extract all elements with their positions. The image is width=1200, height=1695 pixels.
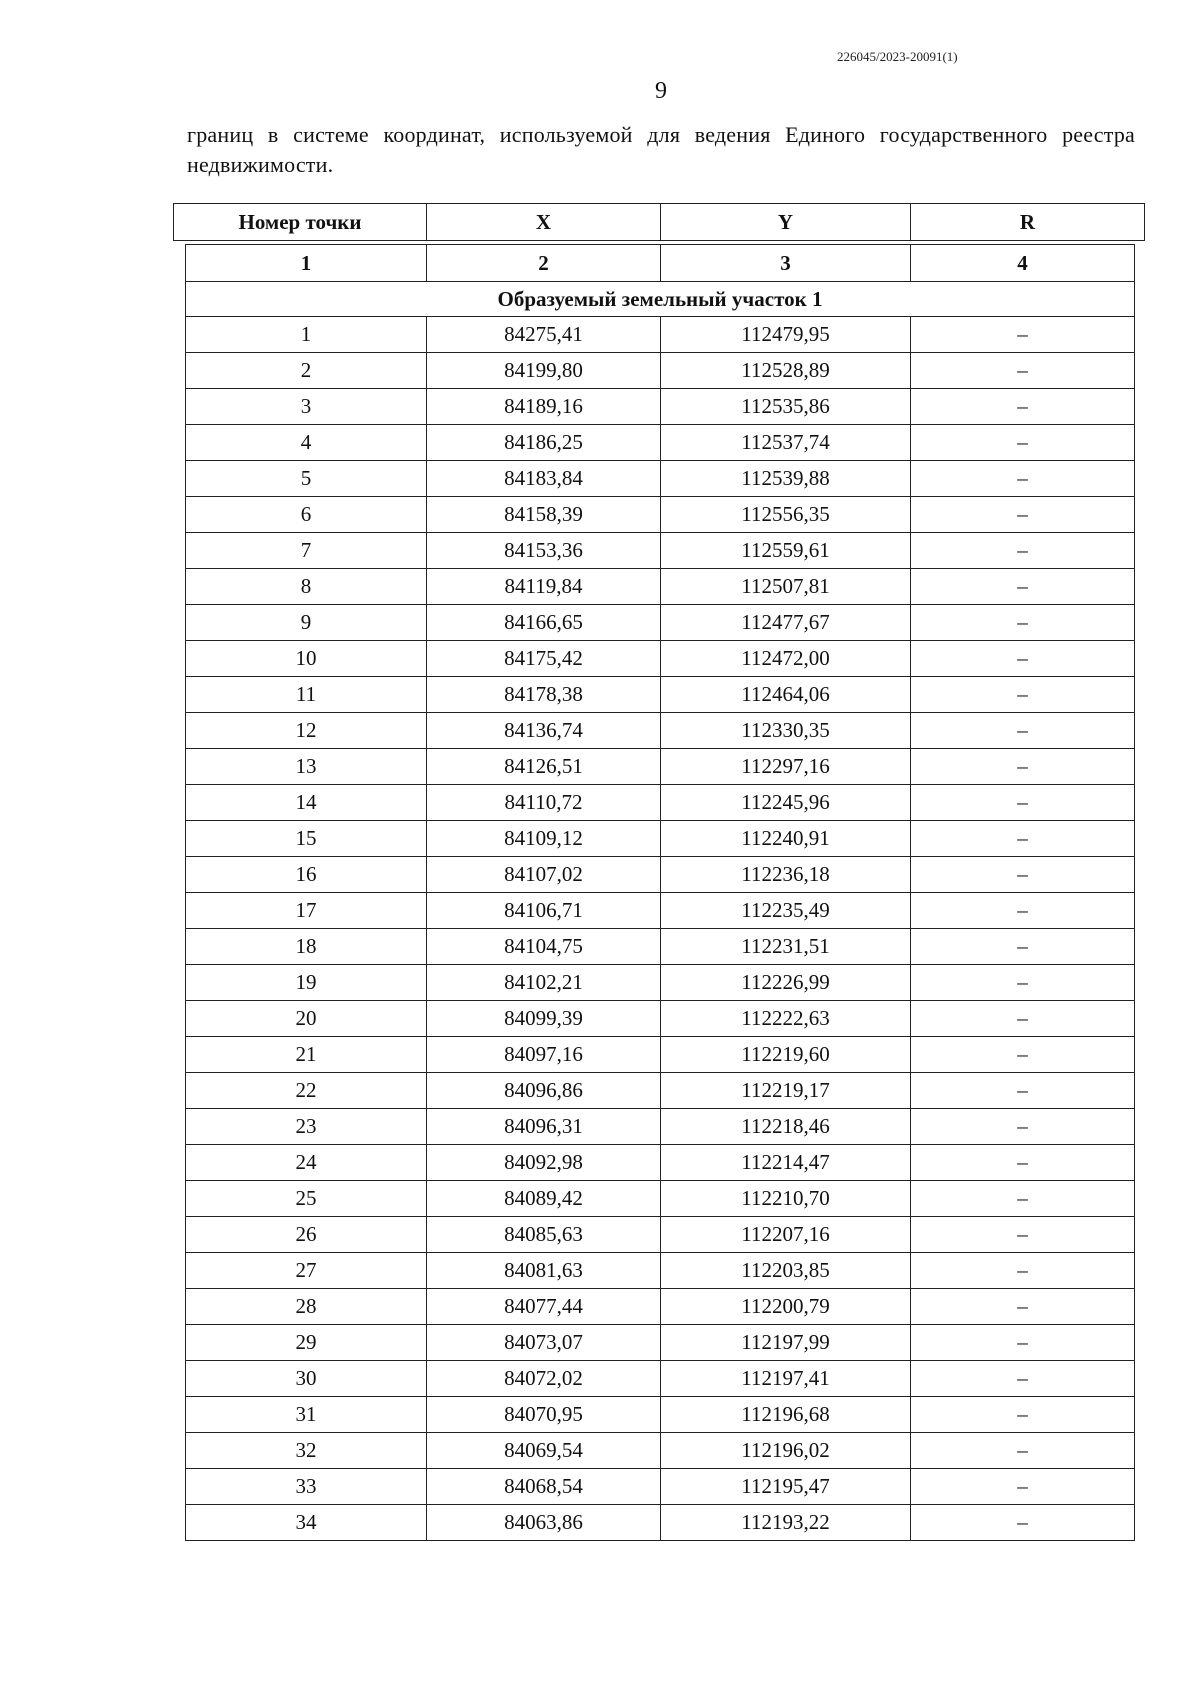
table-row [186, 821, 1135, 857]
table-row [186, 713, 1135, 749]
table-row [186, 1433, 1135, 1469]
point-number-cell: 27 [186, 1253, 427, 1289]
point-number-cell: 9 [186, 605, 427, 641]
y-cell: 112219,17 [661, 1073, 911, 1109]
table-row [186, 641, 1135, 677]
r-cell: – [911, 713, 1135, 749]
point-number-cell: 23 [186, 1109, 427, 1145]
r-cell: – [911, 1433, 1135, 1469]
point-number-cell: 29 [186, 1325, 427, 1361]
table-header [173, 203, 1145, 241]
point-number-cell: 6 [186, 497, 427, 533]
x-cell: 84104,75 [427, 929, 661, 965]
y-cell: 112537,74 [661, 425, 911, 461]
y-cell: 112556,35 [661, 497, 911, 533]
point-number-cell: 33 [186, 1469, 427, 1505]
r-cell: – [911, 1469, 1135, 1505]
table-row [186, 785, 1135, 821]
r-cell: – [911, 1109, 1135, 1145]
point-number-cell: 19 [186, 965, 427, 1001]
x-cell: 84110,72 [427, 785, 661, 821]
x-cell: 84199,80 [427, 353, 661, 389]
table-row [186, 1325, 1135, 1361]
x-cell: 84099,39 [427, 1001, 661, 1037]
r-cell: – [911, 1073, 1135, 1109]
r-cell: – [911, 1217, 1135, 1253]
table-row [186, 389, 1135, 425]
table-row [186, 1397, 1135, 1433]
x-cell: 84178,38 [427, 677, 661, 713]
point-number-cell: 18 [186, 929, 427, 965]
point-number-cell: 21 [186, 1037, 427, 1073]
x-cell: 84085,63 [427, 1217, 661, 1253]
point-number-cell: 4 [186, 425, 427, 461]
table-row [186, 1109, 1135, 1145]
y-cell: 112219,60 [661, 1037, 911, 1073]
x-cell: 84183,84 [427, 461, 661, 497]
y-cell: 112528,89 [661, 353, 911, 389]
section-title: Образуемый земельный участок 1 [186, 282, 1135, 317]
r-cell: – [911, 821, 1135, 857]
y-cell: 112559,61 [661, 533, 911, 569]
r-cell: – [911, 929, 1135, 965]
point-number-cell: 17 [186, 893, 427, 929]
r-cell: – [911, 893, 1135, 929]
column-header-r: R [911, 204, 1145, 241]
y-cell: 112210,70 [661, 1181, 911, 1217]
table-row [186, 461, 1135, 497]
r-cell: – [911, 965, 1135, 1001]
x-cell: 84189,16 [427, 389, 661, 425]
y-cell: 112477,67 [661, 605, 911, 641]
table-row [186, 1145, 1135, 1181]
r-cell: – [911, 1181, 1135, 1217]
r-cell: – [911, 1037, 1135, 1073]
table-row [186, 677, 1135, 713]
table-row [186, 425, 1135, 461]
x-cell: 84109,12 [427, 821, 661, 857]
r-cell: – [911, 641, 1135, 677]
x-cell: 84068,54 [427, 1469, 661, 1505]
document-number: 226045/2023-20091(1) [837, 49, 958, 64]
point-number-cell: 34 [186, 1505, 427, 1541]
point-number-cell: 31 [186, 1397, 427, 1433]
column-header-y: Y [661, 204, 911, 241]
y-cell: 112226,99 [661, 965, 911, 1001]
x-cell: 84069,54 [427, 1433, 661, 1469]
point-number-cell: 11 [186, 677, 427, 713]
x-cell: 84166,65 [427, 605, 661, 641]
y-cell: 112214,47 [661, 1145, 911, 1181]
x-cell: 84107,02 [427, 857, 661, 893]
x-cell: 84175,42 [427, 641, 661, 677]
point-number-cell: 7 [186, 533, 427, 569]
page-number: 9 [655, 78, 667, 104]
intro-paragraph: границ в системе координат, используемой для ведения Единого государственного реестра недвижимости. [187, 122, 1135, 177]
y-cell: 112535,86 [661, 389, 911, 425]
x-cell: 84275,41 [427, 317, 661, 353]
point-number-cell: 10 [186, 641, 427, 677]
x-cell: 84089,42 [427, 1181, 661, 1217]
point-number-cell: 25 [186, 1181, 427, 1217]
x-cell: 84097,16 [427, 1037, 661, 1073]
x-cell: 84092,98 [427, 1145, 661, 1181]
table-row [186, 893, 1135, 929]
r-cell: – [911, 1001, 1135, 1037]
point-number-cell: 20 [186, 1001, 427, 1037]
x-cell: 84063,86 [427, 1505, 661, 1541]
point-number-cell: 2 [186, 353, 427, 389]
table-row [186, 929, 1135, 965]
table-row [186, 533, 1135, 569]
y-cell: 112231,51 [661, 929, 911, 965]
table-row [186, 317, 1135, 353]
r-cell: – [911, 1505, 1135, 1541]
r-cell: – [911, 785, 1135, 821]
r-cell: – [911, 569, 1135, 605]
x-cell: 84073,07 [427, 1325, 661, 1361]
point-number-cell: 8 [186, 569, 427, 605]
r-cell: – [911, 1325, 1135, 1361]
point-number-cell: 15 [186, 821, 427, 857]
table-row [186, 857, 1135, 893]
table-row [186, 1217, 1135, 1253]
column-number: 3 [661, 245, 911, 282]
r-cell: – [911, 1145, 1135, 1181]
y-cell: 112330,35 [661, 713, 911, 749]
point-number-cell: 24 [186, 1145, 427, 1181]
y-cell: 112197,41 [661, 1361, 911, 1397]
table-row [186, 569, 1135, 605]
point-number-cell: 30 [186, 1361, 427, 1397]
point-number-cell: 5 [186, 461, 427, 497]
y-cell: 112196,68 [661, 1397, 911, 1433]
table-row [186, 1505, 1135, 1541]
table-row [186, 1073, 1135, 1109]
x-cell: 84153,36 [427, 533, 661, 569]
x-cell: 84077,44 [427, 1289, 661, 1325]
table-row [186, 749, 1135, 785]
r-cell: – [911, 353, 1135, 389]
x-cell: 84119,84 [427, 569, 661, 605]
r-cell: – [911, 497, 1135, 533]
column-number: 1 [186, 245, 427, 282]
y-cell: 112195,47 [661, 1469, 911, 1505]
r-cell: – [911, 677, 1135, 713]
r-cell: – [911, 1289, 1135, 1325]
column-number: 2 [427, 245, 661, 282]
y-cell: 112539,88 [661, 461, 911, 497]
table-row [186, 1253, 1135, 1289]
x-cell: 84106,71 [427, 893, 661, 929]
x-cell: 84096,31 [427, 1109, 661, 1145]
y-cell: 112235,49 [661, 893, 911, 929]
y-cell: 112193,22 [661, 1505, 911, 1541]
coordinates-table [185, 244, 1135, 1541]
table-row [186, 1037, 1135, 1073]
y-cell: 112464,06 [661, 677, 911, 713]
point-number-cell: 22 [186, 1073, 427, 1109]
point-number-cell: 32 [186, 1433, 427, 1469]
r-cell: – [911, 425, 1135, 461]
point-number-cell: 12 [186, 713, 427, 749]
x-cell: 84081,63 [427, 1253, 661, 1289]
y-cell: 112236,18 [661, 857, 911, 893]
y-cell: 112218,46 [661, 1109, 911, 1145]
r-cell: – [911, 605, 1135, 641]
y-cell: 112197,99 [661, 1325, 911, 1361]
table-row [186, 605, 1135, 641]
table-row [186, 1289, 1135, 1325]
column-numbers-row [186, 245, 1135, 282]
x-cell: 84070,95 [427, 1397, 661, 1433]
r-cell: – [911, 749, 1135, 785]
x-cell: 84102,21 [427, 965, 661, 1001]
y-cell: 112196,02 [661, 1433, 911, 1469]
section-row [186, 282, 1135, 317]
x-cell: 84158,39 [427, 497, 661, 533]
r-cell: – [911, 317, 1135, 353]
y-cell: 112203,85 [661, 1253, 911, 1289]
table-row [186, 965, 1135, 1001]
point-number-cell: 14 [186, 785, 427, 821]
column-number: 4 [911, 245, 1135, 282]
r-cell: – [911, 461, 1135, 497]
point-number-cell: 1 [186, 317, 427, 353]
point-number-cell: 26 [186, 1217, 427, 1253]
r-cell: – [911, 857, 1135, 893]
x-cell: 84186,25 [427, 425, 661, 461]
r-cell: – [911, 1361, 1135, 1397]
x-cell: 84136,74 [427, 713, 661, 749]
point-number-cell: 16 [186, 857, 427, 893]
table-row [186, 1181, 1135, 1217]
x-cell: 84072,02 [427, 1361, 661, 1397]
table-row [186, 497, 1135, 533]
y-cell: 112472,00 [661, 641, 911, 677]
y-cell: 112479,95 [661, 317, 911, 353]
y-cell: 112297,16 [661, 749, 911, 785]
table-row [186, 1469, 1135, 1505]
r-cell: – [911, 1253, 1135, 1289]
table-row [186, 353, 1135, 389]
table-row [186, 1361, 1135, 1397]
r-cell: – [911, 389, 1135, 425]
y-cell: 112507,81 [661, 569, 911, 605]
y-cell: 112222,63 [661, 1001, 911, 1037]
y-cell: 112207,16 [661, 1217, 911, 1253]
point-number-cell: 13 [186, 749, 427, 785]
column-header-x: X [427, 204, 661, 241]
y-cell: 112240,91 [661, 821, 911, 857]
x-cell: 84096,86 [427, 1073, 661, 1109]
table-row [186, 1001, 1135, 1037]
y-cell: 112200,79 [661, 1289, 911, 1325]
point-number-cell: 3 [186, 389, 427, 425]
y-cell: 112245,96 [661, 785, 911, 821]
r-cell: – [911, 1397, 1135, 1433]
x-cell: 84126,51 [427, 749, 661, 785]
header-row [174, 204, 1145, 241]
r-cell: – [911, 533, 1135, 569]
column-header-point-number: Номер точки [174, 204, 427, 241]
point-number-cell: 28 [186, 1289, 427, 1325]
